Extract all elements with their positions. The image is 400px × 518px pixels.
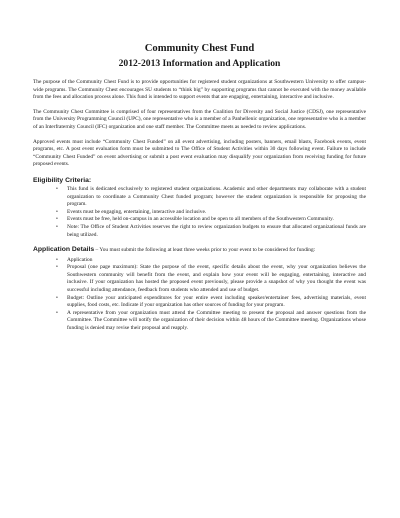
application-intro-text: – You must submit the following at least three weeks prior to your event to be considered for funding:	[94, 247, 316, 254]
application-heading: Application Details	[33, 246, 95, 254]
document-subtitle: 2012-2013 Information and Application	[118, 58, 281, 69]
list-item: • Events must be free, held on-campus in an accessible location and be open to all members of the Southwestern Community.	[67, 216, 366, 224]
document-title: Community Chest Fund	[144, 43, 255, 54]
purpose-paragraph: The purpose of the Community Chest Fund is to provide opportunities for registered student organizations at Southwestern University to offer campus-wide programs. The Community Chest encourages SU students to “think big” by supporting programs that cannot be executed with the money available from the fees and allocation process alone. This fund is intended to support events that are engaging, entertaining, interactive and inclusive.	[33, 79, 366, 101]
eligibility-heading: Eligibility Criteria:	[33, 176, 92, 184]
application-list	[33, 257, 366, 333]
list-item: • Application	[67, 257, 366, 265]
list-item: • A representative from your organization must attend the Committee meeting to present the proposal and answer questions from the Committee. The Committee will notify the organization of their decision within 48 hours of the Committee meeting. Organizations whose funding is denied may revise their proposal and reapply.	[67, 310, 366, 333]
approved-events-paragraph: Approved events must include “Community Chest Funded” on all event advertising, including posters, banners, email blasts, Facebook events, event programs, etc. A post event evaluation form must be submitted to The Office of Student Activities within 30 days following event. Failure to include “Community Chest Funded” on event advertising or submit a post event evaluation may disqualify your organization from receiving funding for future proposed events.	[33, 138, 366, 168]
list-item: • This fund is dedicated exclusively to registered student organizations. Academic and other departments may collaborate with a student organization to coordinate a Community Chest funded program; however the student organization is responsible for proposing the program.	[67, 186, 366, 209]
list-item: • Note: The Office of Student Activities reserves the right to review organization budgets to ensure that allocated organizational funds are being utilized.	[67, 224, 366, 239]
list-item: • Proposal (one page maximum): State the purpose of the event, specific details about the event, why your organization believes the Southwestern community will benefit from the event, and explain how your event will be engaging, entertaining, interactive and inclusive. If your organization has hosted the proposed event previously, please provide a snapshot of why you thought the event was successful including attendance, feedback from students who attended and use of budget.	[67, 264, 366, 294]
list-item: • Budget: Outline your anticipated expenditures for your entire event including speaker/entertainer fees, advertising materials, event supplies, food costs, etc. Indicate if your organization has other sources of funding for your program.	[67, 295, 366, 310]
eligibility-list	[33, 186, 366, 239]
application-intro	[33, 246, 366, 255]
list-item: • Events must be engaging, entertaining, interactive and inclusive.	[67, 209, 366, 217]
committee-paragraph: The Community Chest Committee is comprised of four representatives from the Coalition for Diversity and Social Justice (CDSJ), one representative from the University Programming Council (UPC), one representative who is a member of a Panhellenic organization, one representative who is a member of an Interfraternity Council (IFC) organization and one staff member. The Committee meets as needed to review applications.	[33, 108, 366, 130]
